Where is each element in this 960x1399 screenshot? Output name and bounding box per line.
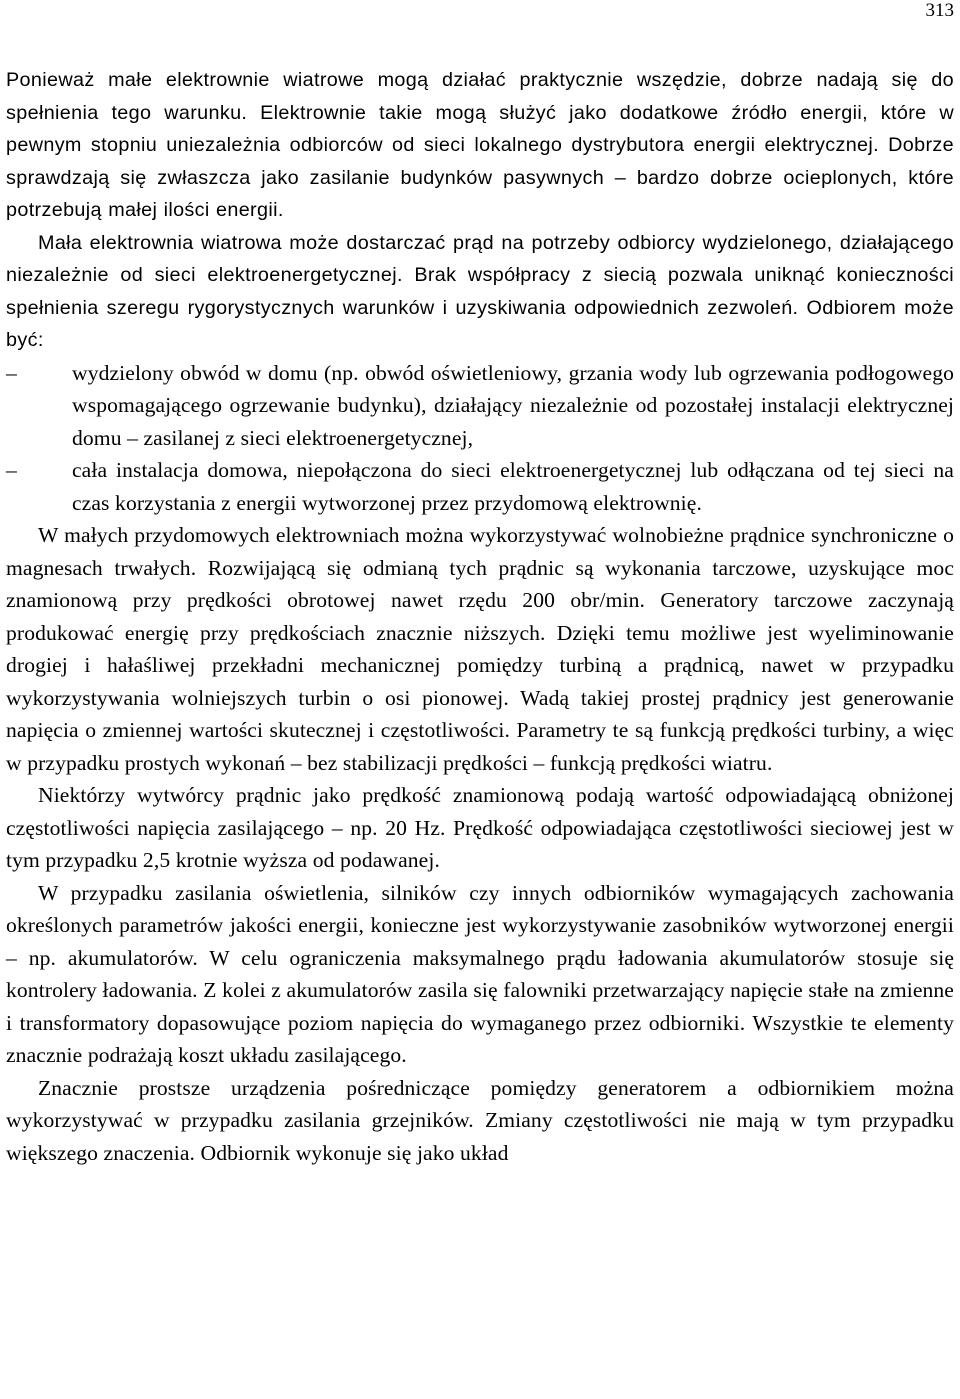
paragraph-intro: Ponieważ małe elektrownie wiatrowe mogą działać praktycznie wszędzie, dobrze nadają się do spełnienia tego warunku. Elektrownie takie mogą służyć jako dodatkowe źródło energii, które w pewnym stopniu uniezależnia odbiorców od sieci lokalnego dystrybutora energii elektrycznej. Dobrze sprawdzają się zwłaszcza jako zasilanie budynków pasywnych – bardzo dobrze ocieplonych, które potrzebują małej ilości energii. bbox=[6, 69, 954, 221]
dash-bullet: – bbox=[6, 458, 17, 482]
list-item bbox=[6, 454, 954, 519]
receiver-options-list bbox=[6, 357, 954, 520]
page-number: 313 bbox=[925, 0, 954, 21]
list-item bbox=[6, 357, 954, 455]
paragraph-energy-storage: W przypadku zasilania oświetlenia, silników czy innych odbiorników wymagających zachowania określonych parametrów jakości energii, konieczne jest wykorzystywanie zasobników wytworzonej energii – np. akumulatorów. W celu ograniczenia maksymalnego prądu ładowania akumulatorów stosuje się kontrolery ładowania. Z kolei z akumulatorów zasila się falowniki przetwarzający napięcie stałe na zmienne i transformatory dopasowujące poziom napięcia do wymaganego przez odbiorniki. Wszystkie te elementy znacznie podrażają koszt układu zasilającego. bbox=[6, 880, 954, 1067]
paragraph-heaters: Znacznie prostsze urządzenia pośredniczące pomiędzy generatorem a odbiornikiem można wykorzystywać w przypadku zasilania grzejników. Zmiany częstotliwości nie mają w tym przypadku większego znaczenia. Odbiornik wykonuje się jako układ bbox=[6, 1075, 954, 1165]
list-item-text: wydzielony obwód w domu (np. obwód oświetleniowy, grzania wody lub ogrzewania podłogowego wspomagającego ogrzewanie budynku), działający niezależnie od pozostałej instalacji elektrycznej domu – zasilanej z sieci elektroenergetycznej, bbox=[72, 360, 954, 450]
paragraph-generators: W małych przydomowych elektrowniach można wykorzystywać wolnobieżne prądnice synchroniczne o magnesach trwałych. Rozwijającą się odmianą tych prądnic są wykonania tarczowe, uzyskujące moc znamionową przy prędkości obrotowej nawet rzędu 200 obr/min. Generatory tarczowe zaczynają produkować energię przy prędkościach znacznie niższych. Dzięki temu możliwe jest wyeliminowanie drogiej i hałaśliwej przekładni mechanicznej pomiędzy turbiną a prądnicą, nawet w przypadku wykorzystywania wolniejszych turbin o osi pionowej. Wadą takiej prostej prądnicy jest generowanie napięcia o zmiennej wartości skutecznej i częstotliwości. Parametry te są funkcją prędkości turbiny, a więc w przypadku prostych wykonań – bez stabilizacji prędkości – funkcją prędkości wiatru. bbox=[6, 523, 954, 775]
document-body bbox=[6, 64, 954, 1169]
paragraph-rated-speed: Niektórzy wytwórcy prądnic jako prędkość znamionową podają wartość odpowiadającą obniżonej częstotliwości napięcia zasilającego – np. 20 Hz. Prędkość odpowiadająca częstotliwości sieciowej jest w tym przypadku 2,5 krotnie wyższa od podawanej. bbox=[6, 783, 954, 872]
paragraph-standalone-receiver: Mała elektrownia wiatrowa może dostarczać prąd na potrzeby odbiorcy wydzielonego, działającego niezależnie od sieci elektroenergetycznej. Brak współpracy z siecią pozwala uniknąć konieczności spełnienia szeregu rygorystycznych warunków i uzyskiwania odpowiednich zezwoleń. Odbiorem może być: bbox=[6, 231, 954, 351]
list-item-text: cała instalacja domowa, niepołączona do sieci elektroenergetycznej lub odłączana od tej sieci na czas korzystania z energii wytworzonej przez przydomową elektrownię. bbox=[72, 458, 954, 515]
dash-bullet: – bbox=[6, 360, 17, 385]
